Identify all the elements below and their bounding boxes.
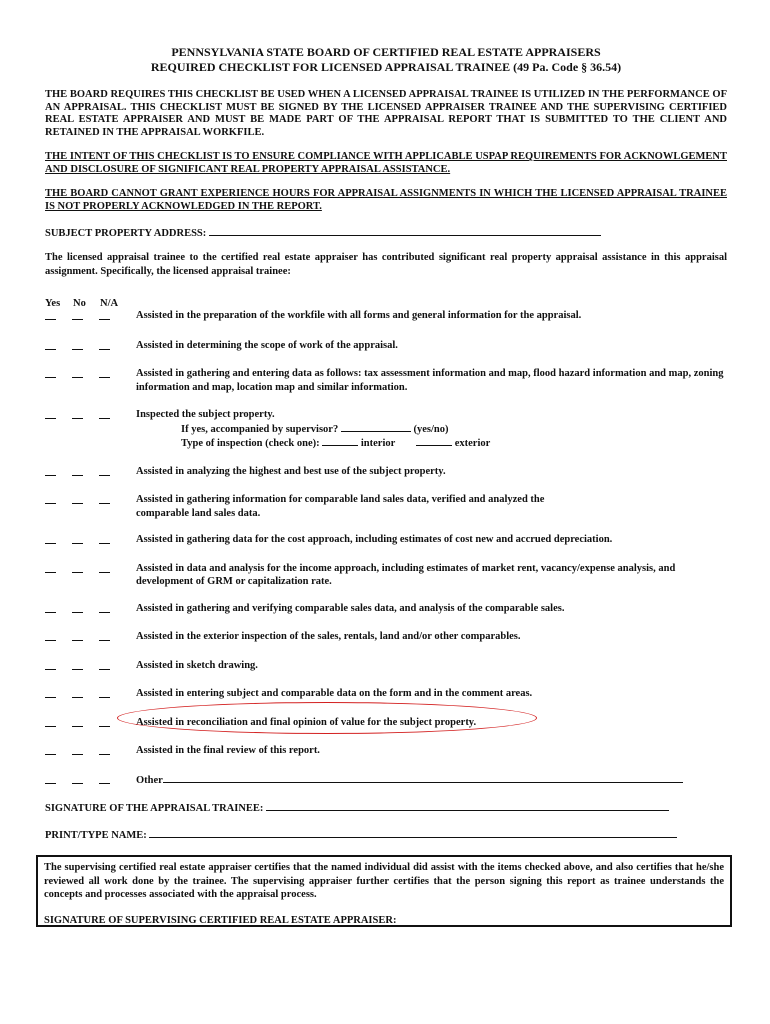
na-blank[interactable] [99,716,110,727]
certification-text: The supervising certified real estate appraiser certifies that the named individual did assist with the items checked above, and also certifies that he/she reviewed all work done by the trainee. The supervising appraiser further certifies that the person signing this report as trainee understands the concepts and processes associated with the appraisal process. [44,862,724,900]
item-text: Assisted in gathering data for the cost approach, including estimates of cost new and accrued depreciation. [136,534,613,545]
accompanied-field[interactable] [341,422,411,432]
check-blanks [45,465,136,481]
item-text: Assisted in sketch drawing. [136,659,258,671]
check-blanks [45,773,136,789]
na-blank[interactable] [99,309,110,320]
item-text: Assisted in the preparation of the workfile with all forms and general information for the appraisal. [136,310,582,321]
check-blanks [45,339,136,355]
check-blanks [45,602,136,618]
inspection-type-label: Type of inspection (check one): [181,438,320,449]
no-blank[interactable] [72,533,83,544]
checklist-item [45,309,727,325]
intent-paragraph: THE INTENT OF THIS CHECKLIST IS TO ENSURE COMPLIANCE WITH APPLICABLE USPAP REQUIREMENTS FOR ACKNOWLGEMENT AND DISCLOSURE OF SIGNIFICANT REAL PROPERTY APPRAISAL ASSISTANCE. [45,151,727,175]
item-text: Assisted in determining the scope of work of the appraisal. [136,339,398,351]
check-blanks [45,630,136,646]
na-blank[interactable] [99,408,110,419]
yes-blank[interactable] [45,465,56,476]
yes-blank[interactable] [45,562,56,573]
item-text: Other [136,774,163,786]
check-blanks [45,687,136,703]
yes-blank[interactable] [45,533,56,544]
other-row [136,773,727,789]
check-blanks [45,408,136,451]
accompanied-row [136,422,727,437]
na-blank[interactable] [99,659,110,670]
checklist-page [45,40,727,788]
checklist-item [45,493,727,520]
yes-blank[interactable] [45,602,56,613]
na-blank[interactable] [99,744,110,755]
item-text: Assisted in gathering information for comparable land sales data, verified and analyzed the comparable land sales data. [136,494,545,519]
na-header: N/A [100,298,119,309]
item-text: Assisted in reconciliation and final opinion of value for the subject property. [136,716,477,728]
no-blank[interactable] [72,602,83,613]
trainee-signature-row [45,801,669,814]
na-blank[interactable] [99,687,110,698]
na-blank[interactable] [99,367,110,378]
yes-no-hint: (yes/no) [413,423,449,435]
print-name-row [45,828,677,841]
supervisor-certification-box [36,855,732,927]
item-text: Inspected the subject property. [136,409,275,420]
na-blank[interactable] [99,493,110,504]
na-blank[interactable] [99,339,110,350]
check-blanks [45,533,136,549]
check-blanks [45,493,136,520]
no-blank[interactable] [72,562,83,573]
checklist-item [45,659,727,675]
checklist-item [45,465,727,481]
no-blank[interactable] [72,716,83,727]
yes-blank[interactable] [45,716,56,727]
no-blank[interactable] [72,773,83,784]
interior-field[interactable] [322,436,358,446]
checklist-item [45,562,727,589]
yes-blank[interactable] [45,367,56,378]
item-text: Assisted in gathering and verifying comparable sales data, and analysis of the comparable sales. [136,602,565,614]
item-text: Assisted in data and analysis for the income approach, including estimates of market rent, vacancy/expense analysis, and development of GRM or capitalization rate. [136,562,676,587]
subject-address-label: SUBJECT PROPERTY ADDRESS: [45,228,207,239]
yes-blank[interactable] [45,408,56,419]
item-text: Assisted in entering subject and comparable data on the form and in the comment areas. [136,688,533,699]
yes-blank[interactable] [45,659,56,670]
yes-header: Yes [45,298,61,309]
subject-address-field[interactable] [209,226,601,236]
interior-label: interior [360,438,396,449]
no-blank[interactable] [72,339,83,350]
no-blank[interactable] [72,659,83,670]
no-blank[interactable] [72,367,83,378]
inspection-type-row [136,436,727,451]
requirement-paragraph: THE BOARD REQUIRES THIS CHECKLIST BE USED WHEN A LICENSED APPRAISAL TRAINEE IS UTILIZED IN THE PERFORMANCE OF AN APPRAISAL. THIS CHECKLIST MUST BE SIGNED BY THE LICENSED APPRAISER TRAINEE AND THE SUPERVISING CERTIFIED REAL ESTATE APPRAISER AND MUST BE MADE PART OF THE APPRAISAL REPORT THAT IS SUBMITTED TO THE CLIENT AND RETAINED IN THE APPRAISAL WORKFILE. [45,89,727,138]
intro-text: The licensed appraisal trainee to the certified real estate appraiser has contributed significant real property appraisal assistance in this appraisal assignment. Specifically, the licensed appraisal trainee: [45,252,727,277]
supervisor-signature-label: SIGNATURE OF SUPERVISING CERTIFIED REAL ESTATE APPRAISER: [44,914,397,926]
trainee-signature-label: SIGNATURE OF THE APPRAISAL TRAINEE: [45,803,264,814]
experience-paragraph: THE BOARD CANNOT GRANT EXPERIENCE HOURS FOR APPRAISAL ASSIGNMENTS IN WHICH THE LICENSED APPRAISAL TRAINEE IS NOT PROPERLY ACKNOWLEDGED IN THE REPORT. [45,188,727,212]
checklist-item [45,339,727,355]
checklist-item [45,687,727,703]
yes-blank[interactable] [45,339,56,350]
check-blanks [45,367,136,394]
yes-blank[interactable] [45,309,56,320]
checklist-item [45,744,727,760]
checklist-item [45,630,727,646]
yes-blank[interactable] [45,493,56,504]
check-blanks [45,744,136,760]
yes-blank[interactable] [45,744,56,755]
checklist-item [45,408,727,451]
item-text: Assisted in analyzing the highest and best use of the subject property. [136,465,446,477]
exterior-label: exterior [454,438,491,449]
print-name-label: PRINT/TYPE NAME: [45,830,147,841]
accompanied-label: If yes, accompanied by supervisor? [181,423,339,435]
checklist-item [45,773,727,789]
trainee-signature-field[interactable] [266,801,669,811]
check-blanks [45,659,136,675]
no-blank[interactable] [72,408,83,419]
no-blank[interactable] [72,744,83,755]
exterior-field[interactable] [416,436,452,446]
no-blank[interactable] [72,309,83,320]
item-text: Assisted in the exterior inspection of the sales, rentals, land and/or other comparables. [136,631,521,642]
red-highlight-oval [117,702,537,734]
checklist-item [45,533,727,549]
item-text: Assisted in the final review of this report. [136,745,320,756]
title-line-1: PENNSYLVANIA STATE BOARD OF CERTIFIED REAL ESTATE APPRAISERS [171,45,601,59]
na-blank[interactable] [99,465,110,476]
inspection-block [136,408,727,451]
na-blank[interactable] [99,533,110,544]
no-header: No [73,298,86,309]
na-blank[interactable] [99,562,110,573]
item-text: Assisted in gathering and entering data as follows: tax assessment information and map, flood hazard information and map, zoning information and map, location map and similar information. [136,368,724,393]
no-blank[interactable] [72,465,83,476]
na-blank[interactable] [99,602,110,613]
na-blank[interactable] [99,773,110,784]
no-blank[interactable] [72,493,83,504]
column-headers [45,298,727,309]
title-line-2: REQUIRED CHECKLIST FOR LICENSED APPRAISAL TRAINEE (49 Pa. Code § 36.54) [150,60,622,74]
print-name-field[interactable] [149,828,677,838]
subject-address-row [45,226,727,239]
yes-blank[interactable] [45,773,56,784]
yes-blank[interactable] [45,687,56,698]
checklist-item [45,367,727,394]
checklist-item [45,602,727,618]
check-blanks [45,309,136,325]
form-title [45,45,727,75]
na-blank[interactable] [99,630,110,641]
no-blank[interactable] [72,687,83,698]
no-blank[interactable] [72,630,83,641]
other-field[interactable] [163,773,683,783]
check-blanks [45,562,136,589]
yes-blank[interactable] [45,630,56,641]
